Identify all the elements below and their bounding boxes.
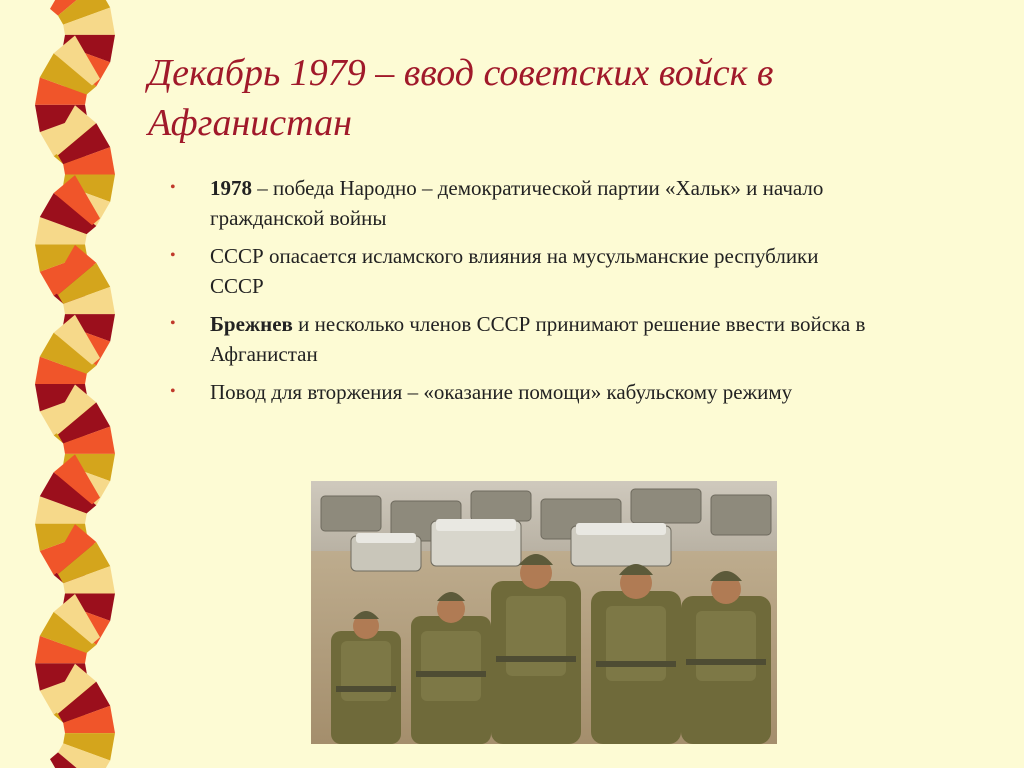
bullet-marker: •	[170, 247, 176, 264]
bullet-marker: •	[170, 315, 176, 332]
bullet-marker: •	[170, 179, 176, 196]
bullet-item-brezhnev	[170, 309, 870, 369]
bullet-text: – победа Народно – демократической партии «Хальк» и начало гражданской войны	[210, 176, 824, 230]
decorative-fan-ribbon	[20, 0, 140, 768]
bullet-bold-text: 1978	[210, 176, 252, 200]
bullet-item-1978	[170, 173, 870, 233]
bullet-item-islam	[170, 241, 870, 301]
bullet-list	[170, 173, 870, 415]
soldiers-photo-image	[311, 481, 777, 744]
soldiers-photo	[311, 481, 777, 744]
bullet-text: и несколько членов СССР принимают решение ввести войска в Афганистан	[210, 312, 866, 366]
bullet-marker: •	[170, 383, 176, 400]
bullet-bold-text: Брежнев	[210, 312, 293, 336]
slide-title: Декабрь 1979 – ввод советских войск в Афганистан	[148, 52, 774, 144]
bullet-text: Повод для вторжения – «оказание помощи» кабульскому режиму	[210, 380, 793, 404]
bullet-item-pretext	[170, 377, 870, 407]
bullet-text: СССР опасается исламского влияния на мусульманские республики СССР	[210, 244, 819, 298]
